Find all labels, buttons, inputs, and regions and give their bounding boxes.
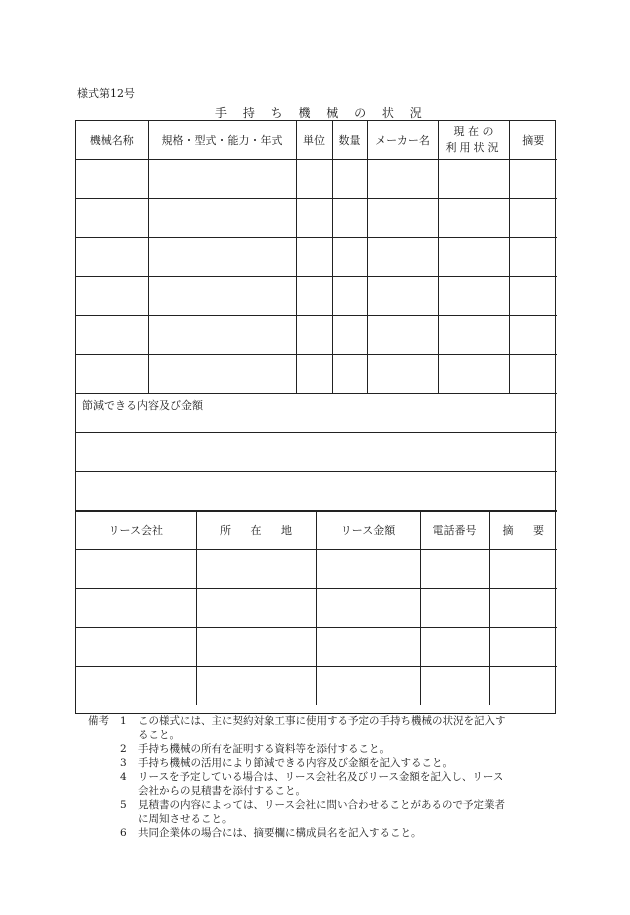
cell-machine-name[interactable] xyxy=(76,198,148,237)
note-text-line: 見積書の内容によっては、リース会社に問い合わせることがあるので予定業者 xyxy=(138,799,505,811)
cell-maker[interactable] xyxy=(367,237,438,276)
cell-address[interactable] xyxy=(196,549,316,588)
cell-quantity[interactable] xyxy=(332,237,367,276)
cell-address[interactable] xyxy=(196,666,316,705)
note-number: 2 xyxy=(120,743,127,755)
note-text: 手持ち機械の活用により節減できる内容及び金額を記入すること。 xyxy=(138,757,453,769)
header-phone: 電話番号 xyxy=(420,511,489,549)
cell-lease-amount[interactable] xyxy=(316,549,420,588)
header-lease-amount: リース金額 xyxy=(316,511,420,549)
machine-table-row xyxy=(76,315,557,354)
cell-current-status[interactable] xyxy=(438,237,509,276)
cell-spec[interactable] xyxy=(148,237,296,276)
cell-remarks[interactable] xyxy=(509,354,557,393)
cell-remarks[interactable] xyxy=(509,237,557,276)
cell-lease-amount[interactable] xyxy=(316,588,420,627)
document-title: 手 持 ち 機 械 の 状 況 xyxy=(215,106,428,120)
cell-lease-remarks[interactable] xyxy=(489,627,557,666)
note-item xyxy=(88,714,558,742)
savings-row xyxy=(76,432,557,471)
savings-row xyxy=(76,471,557,510)
note-text-continuation: ること。 xyxy=(138,729,180,741)
cell-phone[interactable] xyxy=(420,627,489,666)
cell-maker[interactable] xyxy=(367,159,438,198)
note-text-line: リースを予定している場合は、リース会社名及びリース金額を記入し、リース xyxy=(138,771,504,783)
cell-unit[interactable] xyxy=(296,237,332,276)
cell-unit[interactable] xyxy=(296,159,332,198)
header-spec: 規格・型式・能力・年式 xyxy=(148,121,296,159)
cell-lease-remarks[interactable] xyxy=(489,666,557,705)
lease-table-row xyxy=(76,666,557,705)
lease-table-row xyxy=(76,627,557,666)
header-current-status-line2: 利用状況 xyxy=(445,140,502,154)
cell-lease-company[interactable] xyxy=(76,666,196,705)
cell-current-status[interactable] xyxy=(438,198,509,237)
cell-lease-remarks[interactable] xyxy=(489,549,557,588)
cell-unit[interactable] xyxy=(296,198,332,237)
cell-maker[interactable] xyxy=(367,315,438,354)
cell-current-status[interactable] xyxy=(438,354,509,393)
cell-machine-name[interactable] xyxy=(76,237,148,276)
cell-lease-company[interactable] xyxy=(76,588,196,627)
cell-current-status[interactable] xyxy=(438,159,509,198)
machine-table-row xyxy=(76,354,557,393)
cell-spec[interactable] xyxy=(148,159,296,198)
header-current-status xyxy=(438,121,509,159)
cell-unit[interactable] xyxy=(296,354,332,393)
cell-spec[interactable] xyxy=(148,354,296,393)
cell-address[interactable] xyxy=(196,588,316,627)
cell-maker[interactable] xyxy=(367,276,438,315)
cell-remarks[interactable] xyxy=(509,276,557,315)
cell-spec[interactable] xyxy=(148,315,296,354)
cell-lease-remarks[interactable] xyxy=(489,588,557,627)
cell-spec[interactable] xyxy=(148,276,296,315)
header-current-status-line1: 現 在 の xyxy=(453,124,494,138)
cell-quantity[interactable] xyxy=(332,159,367,198)
cell-machine-name[interactable] xyxy=(76,354,148,393)
cell-phone[interactable] xyxy=(420,588,489,627)
savings-label-row xyxy=(76,393,557,432)
notes-heading: 備考 xyxy=(88,715,109,727)
cell-maker[interactable] xyxy=(367,354,438,393)
note-text-continuation: に周知させること。 xyxy=(138,813,233,825)
cell-address[interactable] xyxy=(196,627,316,666)
note-number: 5 xyxy=(120,799,127,811)
machine-table-row xyxy=(76,159,557,198)
note-item xyxy=(88,742,558,756)
machine-table-row xyxy=(76,237,557,276)
form-number: 様式第12号 xyxy=(77,87,135,100)
note-number: 4 xyxy=(120,771,127,783)
note-text xyxy=(138,714,558,742)
lease-table-row xyxy=(76,549,557,588)
note-text xyxy=(138,798,558,826)
machine-table xyxy=(76,121,557,511)
savings-label: 節減できる内容及び金額 xyxy=(76,393,557,432)
header-remarks: 摘要 xyxy=(509,121,557,159)
cell-spec[interactable] xyxy=(148,198,296,237)
lease-table xyxy=(76,511,557,706)
cell-quantity[interactable] xyxy=(332,315,367,354)
header-maker: メーカー名 xyxy=(367,121,438,159)
note-item xyxy=(88,798,558,826)
note-item xyxy=(88,756,558,770)
header-address: 所 在 地 xyxy=(196,511,316,549)
cell-quantity[interactable] xyxy=(332,354,367,393)
savings-input[interactable] xyxy=(76,432,557,471)
cell-machine-name[interactable] xyxy=(76,315,148,354)
note-number: 6 xyxy=(120,827,127,839)
lease-table-header xyxy=(76,511,557,549)
note-text: 共同企業体の場合には、摘要欄に構成員名を記入すること。 xyxy=(138,827,422,839)
savings-input[interactable] xyxy=(76,471,557,510)
cell-lease-amount[interactable] xyxy=(316,666,420,705)
cell-unit[interactable] xyxy=(296,315,332,354)
cell-unit[interactable] xyxy=(296,276,332,315)
header-machine-name: 機械名称 xyxy=(76,121,148,159)
note-text-continuation: 会社からの見積書を添付すること。 xyxy=(138,785,306,797)
cell-current-status[interactable] xyxy=(438,276,509,315)
machine-table-header xyxy=(76,121,557,159)
header-lease-company: リース会社 xyxy=(76,511,196,549)
lease-table-row xyxy=(76,588,557,627)
cell-machine-name[interactable] xyxy=(76,276,148,315)
note-item xyxy=(88,770,558,798)
cell-remarks[interactable] xyxy=(509,198,557,237)
note-number: 3 xyxy=(120,757,127,769)
note-text-line: この様式には、主に契約対象工事に使用する予定の手持ち機械の状況を記入す xyxy=(138,715,506,727)
cell-current-status[interactable] xyxy=(438,315,509,354)
header-lease-remarks: 摘 要 xyxy=(489,511,557,549)
cell-remarks[interactable] xyxy=(509,159,557,198)
cell-quantity[interactable] xyxy=(332,198,367,237)
form-frame xyxy=(75,120,556,714)
machine-table-row xyxy=(76,198,557,237)
cell-lease-company[interactable] xyxy=(76,549,196,588)
cell-lease-company[interactable] xyxy=(76,627,196,666)
cell-phone[interactable] xyxy=(420,666,489,705)
note-item xyxy=(88,826,558,840)
header-quantity: 数量 xyxy=(332,121,367,159)
cell-maker[interactable] xyxy=(367,198,438,237)
note-text: 手持ち機械の所有を証明する資料等を添付すること。 xyxy=(138,743,390,755)
cell-phone[interactable] xyxy=(420,549,489,588)
notes-section xyxy=(88,714,558,840)
cell-machine-name[interactable] xyxy=(76,159,148,198)
header-unit: 単位 xyxy=(296,121,332,159)
cell-quantity[interactable] xyxy=(332,276,367,315)
note-number: 1 xyxy=(120,715,127,727)
note-text xyxy=(138,770,558,798)
cell-remarks[interactable] xyxy=(509,315,557,354)
cell-lease-amount[interactable] xyxy=(316,627,420,666)
machine-table-row xyxy=(76,276,557,315)
